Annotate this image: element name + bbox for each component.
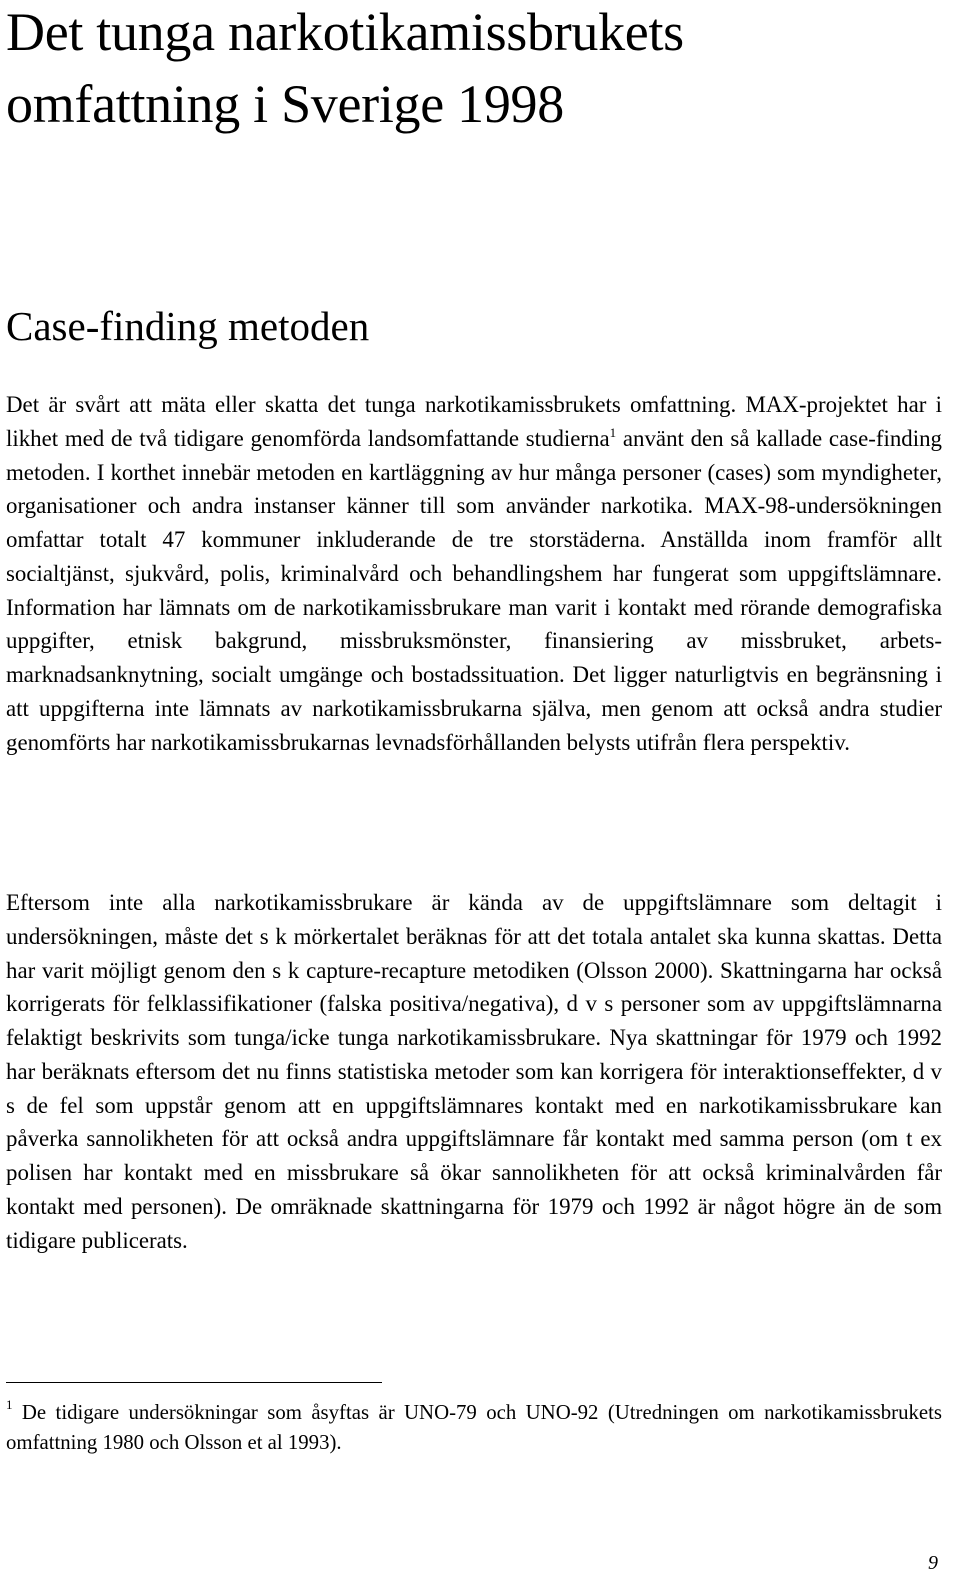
section-heading: Case-finding metoden [6, 303, 370, 349]
title-line-1: Det tunga narkotikamissbrukets [6, 2, 684, 62]
body-paragraph-2: Eftersom inte alla narkotikamissbrukare är kända av de uppgiftslämnare som deltagit i undersökningen, måste det s k mörkertalet beräknas för att det totala antalet ska kunna skattas. Detta har varit möjligt genom den s k capture-recapture metodiken (Olsson 2000). Skattningarna har också korrigerats för felklassifikationer (falska positiva/negativa), d v s personer som av uppgiftslämnarna felaktigt beskrivits som tunga/icke tunga narkotikamissbrukare. Nya skattningar för 1979 och 1992 har beräknats eftersom det nu finns statistiska metoder som kan korrigera för interaktionseffekter, d v s de fel som uppstår genom att en uppgiftslämnares kontakt med en narkotikamissbrukare kan påverka sannolikheten för att också andra uppgiftslämnare får kontakt med samma person (om t ex polisen har kontakt med en missbrukare så ökar sannolikheten för att också kriminalvården får kontakt med personen). De omräknade skattningarna för 1979 och 1992 är något högre än de som tidigare publicerats. [6, 890, 942, 1253]
footnote [6, 1398, 942, 1458]
footnote-text: De tidigare undersökningar som åsyftas är UNO-79 och UNO-92 (Utredningen om narkotikamissbrukets omfattning 1980 och Olsson et al 1993). [6, 1401, 942, 1454]
document-title [6, 0, 926, 140]
footnote-divider [6, 1382, 382, 1383]
page-number: 9 [928, 1552, 938, 1574]
paragraph-1-text-rest: använt den så kallade case-finding metoden. I korthet innebär metoden en kartläggning av hur många personer (cases) som myndigheter, organisationer och andra instanser känner till som använder narkotika. MAX-98-undersökningen omfattar totalt 47 kommuner inkluderande de tre storstäderna. Anställda inom framför allt socialtjänst, sjukvård, polis, kriminalvård och behandlingshem har fungerat som uppgiftslämnare. Information har lämnats om de narkotikamissbrukare man varit i kontakt med rörande demografiska uppgifter, etnisk bakgrund, missbruksmönster, finansiering av missbruket, arbetsmarknadsanknytning, socialt umgänge och bostadssituation. Det ligger naturligtvis en begränsning i att uppgifterna inte lämnats av narkotikamissbrukarna själva, men genom att också andra studier genomförts har narkotikamissbrukarnas levnadsförhållanden belysts utifrån flera perspektiv. [6, 425, 942, 755]
title-line-2: omfattning i Sverige 1998 [6, 74, 564, 134]
body-paragraph-1 [6, 388, 942, 759]
paragraph-1-text-start: Det är svårt att mäta eller skatta det tunga narkotikamissbrukets omfattning. MAX-projektet har i likhet med de två tidigare genomförda landsomfattande studierna [6, 392, 942, 451]
footnote-reference: 1 [609, 424, 617, 440]
footnote-mark: 1 [6, 1397, 13, 1412]
